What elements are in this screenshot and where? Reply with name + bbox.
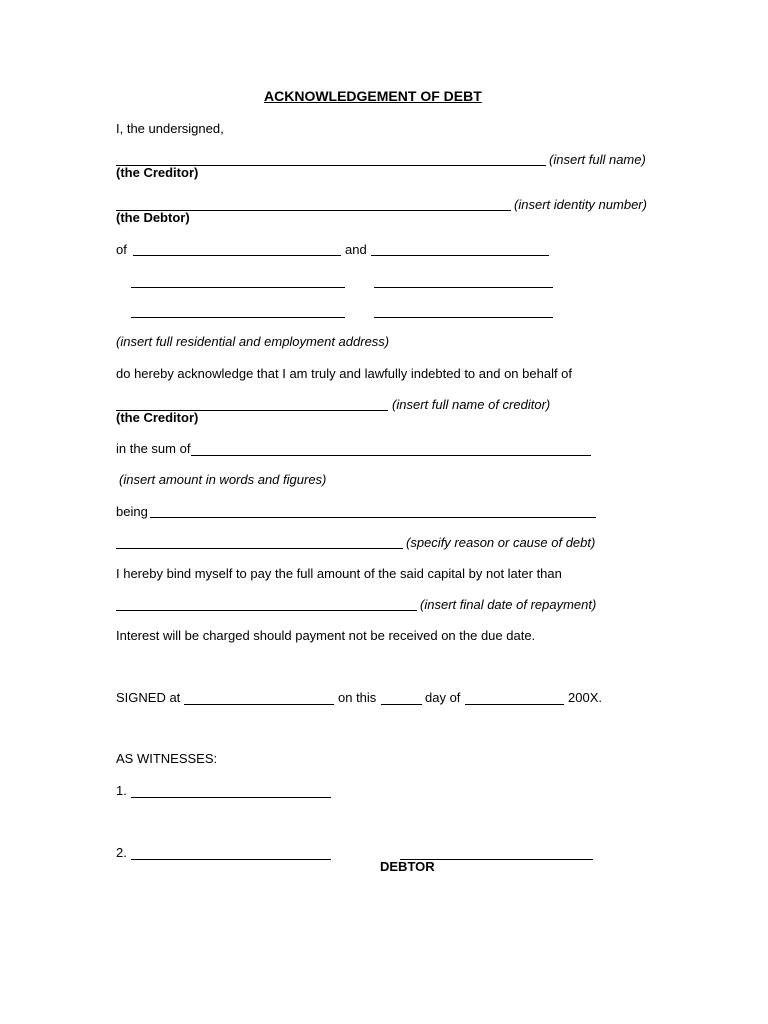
on-this-label: on this (338, 690, 377, 705)
interest-text: Interest will be charged should payment not be received on the due date. (116, 628, 536, 643)
document-title: ACKNOWLEDGEMENT OF DEBT (264, 88, 482, 104)
reason-line[interactable] (116, 548, 403, 549)
reason-hint-text: specify reason or cause of debt) (410, 535, 596, 550)
identity-hint-text: insert identity number (518, 197, 643, 212)
address-line-1b[interactable] (371, 255, 549, 256)
creditor-full-hint-text: insert full name of creditor) (396, 397, 551, 412)
signed-month-line[interactable] (465, 704, 564, 705)
witness-2-signature-line[interactable] (131, 859, 331, 860)
address-line-2b[interactable] (374, 287, 553, 288)
address-line-3a[interactable] (131, 317, 345, 318)
final-date-line[interactable] (116, 610, 417, 611)
creditor-name-hint: (insert full name) (549, 152, 646, 167)
address-line-3b[interactable] (374, 317, 553, 318)
address-line-1a[interactable] (133, 255, 341, 256)
debtor-sign-label: DEBTOR (380, 859, 435, 874)
sum-line[interactable] (191, 455, 591, 456)
final-date-hint: (insert final date of repayment) (420, 597, 597, 612)
final-date-hint-text: insert final date of repayment) (424, 597, 597, 612)
creditor-name-hint-text: insert full name (553, 152, 642, 167)
address-hint: (insert full residential and employment address) (116, 334, 390, 349)
witness-1-signature-line[interactable] (131, 797, 331, 798)
being-line[interactable] (150, 517, 596, 518)
signed-at-label: SIGNED at (116, 690, 181, 705)
witness-1-label: 1. (116, 783, 127, 798)
acknowledge-text: do hereby acknowledge that I am truly and lawfully indebted to and on behalf of (116, 366, 573, 381)
day-of-label: day of (425, 690, 461, 705)
debtor-label: (the Debtor) (116, 210, 190, 225)
signed-place-line[interactable] (184, 704, 334, 705)
bind-text: I hereby bind myself to pay the full amount of the said capital by not later than (116, 566, 562, 581)
reason-hint: (specify reason or cause of debt) (406, 535, 596, 550)
witness-2-label: 2. (116, 845, 127, 860)
sum-label: in the sum of (116, 441, 191, 456)
identity-hint: (insert identity number) (514, 197, 647, 212)
witnesses-label: AS WITNESSES: (116, 751, 218, 766)
intro-text: I, the undersigned, (116, 121, 224, 136)
being-label: being (116, 504, 148, 519)
creditor-full-hint: (insert full name of creditor) (392, 397, 551, 412)
and-label: and (345, 242, 367, 257)
creditor-label: (the Creditor) (116, 165, 199, 180)
year-label: 200X. (568, 690, 602, 705)
signed-day-line[interactable] (381, 704, 422, 705)
amount-hint: (insert amount in words and figures) (119, 472, 327, 487)
address-line-2a[interactable] (131, 287, 345, 288)
of-label: of (116, 242, 127, 257)
creditor-label-2: (the Creditor) (116, 410, 199, 425)
